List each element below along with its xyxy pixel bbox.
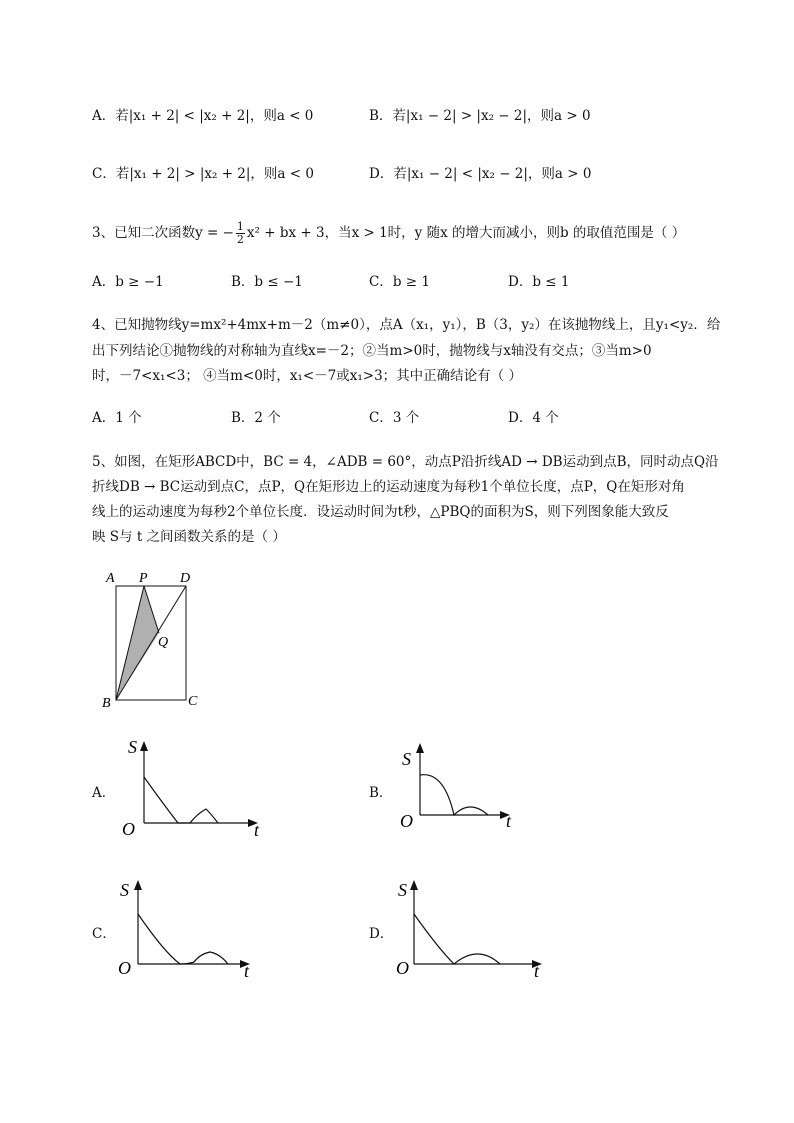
origin-label: O <box>122 819 135 839</box>
q4-line-1: 4、已知抛物线y=mx²+4mx+m－2（m≠0），点A（x₁，y₁），B（3，y₂）在该抛物线上，且y₁<y₂．给 <box>92 317 721 333</box>
axis-label-t: t <box>534 961 540 980</box>
q3-option-b[interactable]: B．b ≤ −1 <box>231 274 303 290</box>
q4-option-a[interactable]: A．1 个 <box>92 410 142 426</box>
axis-label-s: S <box>398 880 407 900</box>
axis-label-s: S <box>128 737 137 757</box>
q5-option-a-label[interactable]: A． <box>92 785 116 801</box>
axis-label-s: S <box>120 880 129 900</box>
axis-label-t: t <box>244 961 250 980</box>
diagonal-db <box>116 586 186 700</box>
q4-line-3: 时，－7<x₁<3； ④当m<0时，x₁<－7或x₁>3；其中正确结论有（ ） <box>92 368 522 384</box>
label-c: C <box>188 694 198 709</box>
q2-option-a[interactable]: A．若|x₁ + 2| < |x₂ + 2|，则a < 0 <box>92 108 314 124</box>
q4-line-2: 出下列结论①抛物线的对称轴为直线x=－2；②当m>0时，抛物线与x轴没有交点；③当m>0 <box>92 343 652 359</box>
q3-stem <box>92 221 685 246</box>
q5-option-c-label[interactable]: C． <box>92 926 116 942</box>
origin-label: O <box>118 958 131 978</box>
label-b: B <box>102 696 111 711</box>
q5-line-1: 5、如图，在矩形ABCD中，BC = 4，∠ADB = 60°，动点P沿折线AD → DB运动到点B，同时动点Q沿 <box>92 454 719 470</box>
label-a: A <box>106 571 115 586</box>
q5-graph-d[interactable] <box>394 876 550 980</box>
curve <box>138 914 228 964</box>
label-q: Q <box>158 635 169 650</box>
q5-line-2: 折线DB → BC运动到点C，点P，Q在矩形边上的运动速度为每秒1个单位长度，点P，Q在矩形对角 <box>92 479 685 495</box>
q5-option-d-label[interactable]: D． <box>369 926 394 942</box>
q3-option-d[interactable]: D．b ≤ 1 <box>508 274 570 290</box>
q3-prefix: 3、已知二次函数y = − <box>92 225 234 241</box>
q3-fraction <box>236 221 245 246</box>
axis-label-t: t <box>506 811 512 831</box>
q4-option-b[interactable]: B．2 个 <box>231 410 281 426</box>
q3-fraction-den: 2 <box>236 233 244 246</box>
curve <box>420 775 488 815</box>
y-axis-arrow-icon <box>140 741 148 751</box>
q5-line-4: 映 S与 t 之间函数关系的是（ ） <box>92 529 286 545</box>
q5-line-3: 线上的运动速度为每秒2个单位长度．设运动时间为t秒，△PBQ的面积为S，则下列图象能大致反 <box>92 504 669 520</box>
q5-graph-a[interactable] <box>120 737 270 839</box>
q3-option-c[interactable]: C．b ≥ 1 <box>369 274 430 290</box>
origin-label: O <box>396 958 409 978</box>
axis-label-t: t <box>254 820 260 839</box>
q5-graph-c[interactable] <box>116 876 266 980</box>
q5-option-b-label[interactable]: B． <box>369 785 393 801</box>
y-axis-arrow-icon <box>410 880 418 890</box>
q3-suffix: x² + bx + 3，当x > 1时，y 随x 的增大而减小，则b 的取值范围是（ ） <box>246 225 686 241</box>
q5-graph-b[interactable] <box>396 737 546 839</box>
q3-option-a[interactable]: A．b ≥ −1 <box>92 274 164 290</box>
q3-fraction-num: 1 <box>236 220 244 233</box>
q4-option-c[interactable]: C．3 个 <box>369 410 420 426</box>
q2-option-b[interactable]: B．若|x₁ − 2| > |x₂ − 2|，则a > 0 <box>369 108 591 124</box>
q2-option-d[interactable]: D．若|x₁ − 2| < |x₂ − 2|，则a > 0 <box>369 166 592 182</box>
y-axis-arrow-icon <box>134 880 142 890</box>
curve <box>144 777 218 823</box>
curve <box>414 914 500 964</box>
origin-label: O <box>400 811 413 831</box>
rectangle-abcd-figure <box>98 565 210 715</box>
y-axis-arrow-icon <box>416 743 424 753</box>
label-d: D <box>180 571 191 586</box>
axis-label-s: S <box>402 749 411 769</box>
triangle-pbq-shaded <box>116 586 159 700</box>
label-p: P <box>139 571 148 586</box>
q4-option-d[interactable]: D．4 个 <box>508 410 559 426</box>
q2-option-c[interactable]: C．若|x₁ + 2| > |x₂ + 2|，则a < 0 <box>92 166 314 182</box>
